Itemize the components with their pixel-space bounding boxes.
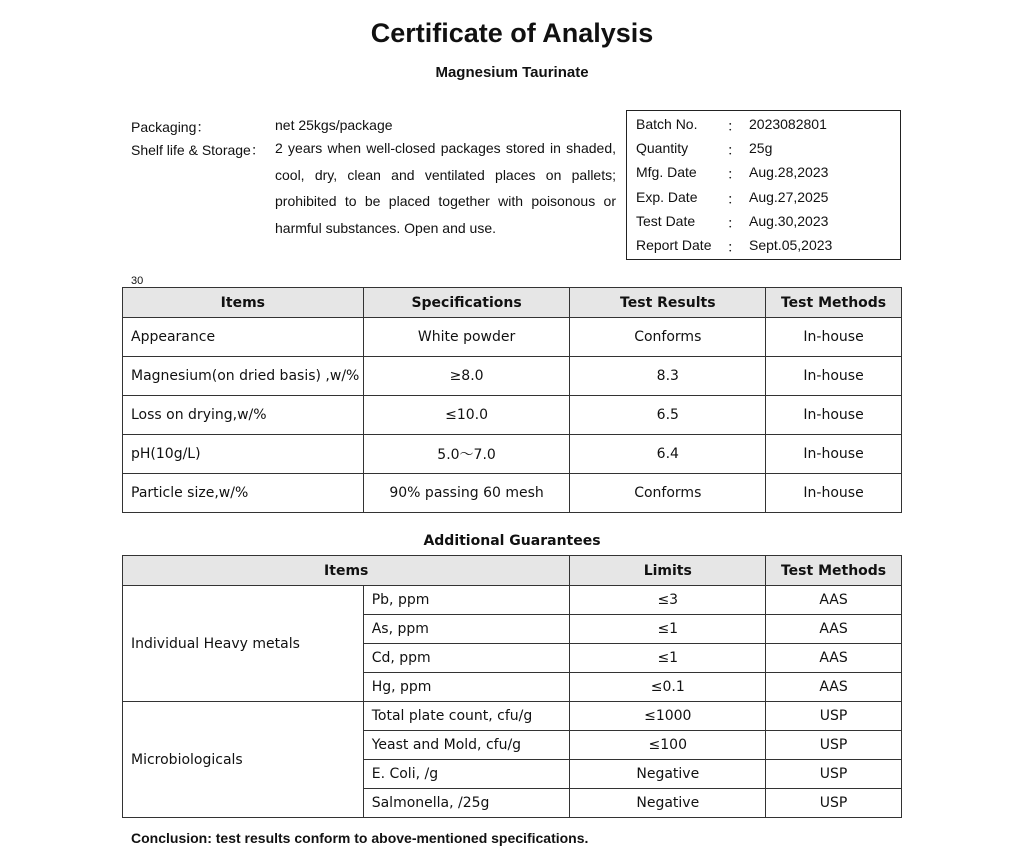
limit-cell: ≤1: [570, 644, 766, 673]
table-row: [123, 586, 902, 615]
item-cell: E. Coli, /g: [363, 760, 570, 789]
method-cell: USP: [766, 731, 902, 760]
table-header-row: [123, 288, 902, 318]
result-cell: 8.3: [570, 357, 766, 396]
table-header-row: [123, 556, 902, 586]
shelf-life-label: Shelf life & Storage：: [131, 142, 265, 158]
item-cell: Hg, ppm: [363, 673, 570, 702]
item-cell: Appearance: [123, 318, 364, 357]
limit-cell: ≤3: [570, 586, 766, 615]
table-row: [123, 396, 902, 435]
limit-cell: ≤1000: [570, 702, 766, 731]
batch-row: [627, 189, 900, 213]
method-cell: USP: [766, 789, 902, 818]
method-cell: USP: [766, 760, 902, 789]
limit-cell: ≤0.1: [570, 673, 766, 702]
method-cell: In-house: [766, 435, 902, 474]
document-title: Certificate of Analysis: [370, 18, 654, 48]
batch-key: Mfg. Date: [636, 164, 697, 180]
column-header: Test Results: [570, 288, 766, 318]
batch-value: Aug.28,2023: [749, 164, 829, 180]
batch-value: Aug.27,2025: [749, 189, 829, 205]
method-cell: USP: [766, 702, 902, 731]
method-cell: In-house: [766, 396, 902, 435]
column-header: Limits: [570, 556, 766, 586]
item-cell: Particle size,w/%: [123, 474, 364, 513]
batch-row: [627, 237, 900, 261]
batch-info-box: [626, 110, 901, 260]
table-row: [123, 357, 902, 396]
item-cell: Magnesium(on dried basis) ,w/%: [123, 357, 364, 396]
spec-cell: 5.0～7.0: [363, 435, 570, 474]
item-cell: Salmonella, /25g: [363, 789, 570, 818]
method-cell: AAS: [766, 586, 902, 615]
batch-colon: ：: [727, 191, 741, 207]
batch-key: Exp. Date: [636, 189, 698, 205]
item-cell: Total plate count, cfu/g: [363, 702, 570, 731]
limit-cell: ≤1: [570, 615, 766, 644]
spec-cell: White powder: [363, 318, 570, 357]
batch-key: Report Date: [636, 237, 712, 253]
packaging-label: Packaging：: [131, 119, 211, 135]
group-cell: Microbiologicals: [123, 702, 364, 818]
limit-cell: ≤100: [570, 731, 766, 760]
spec-cell: ≤10.0: [363, 396, 570, 435]
limit-cell: Negative: [570, 760, 766, 789]
batch-value: 25g: [749, 140, 773, 156]
additional-guarantees-title: Additional Guarantees: [423, 533, 601, 549]
batch-row: [627, 116, 900, 140]
batch-colon: ：: [727, 118, 741, 134]
batch-row: [627, 213, 900, 237]
result-cell: 6.5: [570, 396, 766, 435]
batch-value: 2023082801: [749, 116, 827, 132]
method-cell: AAS: [766, 615, 902, 644]
spec-cell: 90% passing 60 mesh: [363, 474, 570, 513]
batch-value: Aug.30,2023: [749, 213, 829, 229]
batch-key: Test Date: [636, 213, 696, 229]
column-header: Test Methods: [766, 556, 902, 586]
batch-colon: ：: [727, 166, 741, 182]
conclusion-text: Conclusion: test results conform to above-mentioned specifications.: [131, 830, 589, 846]
batch-row: [627, 140, 900, 164]
table-row: [123, 318, 902, 357]
batch-colon: ：: [727, 215, 741, 231]
spec-cell: ≥8.0: [363, 357, 570, 396]
batch-colon: ：: [727, 142, 741, 158]
column-header: Specifications: [363, 288, 570, 318]
group-cell: Individual Heavy metals: [123, 586, 364, 702]
item-cell: Yeast and Mold, cfu/g: [363, 731, 570, 760]
additional-guarantees-table: [122, 555, 902, 818]
result-cell: 6.4: [570, 435, 766, 474]
item-cell: As, ppm: [363, 615, 570, 644]
method-cell: In-house: [766, 474, 902, 513]
batch-key: Quantity: [636, 140, 689, 156]
item-cell: Cd, ppm: [363, 644, 570, 673]
item-cell: pH(10g/L): [123, 435, 364, 474]
method-cell: AAS: [766, 673, 902, 702]
item-cell: Pb, ppm: [363, 586, 570, 615]
limit-cell: Negative: [570, 789, 766, 818]
table-row: [123, 702, 902, 731]
method-cell: AAS: [766, 644, 902, 673]
batch-key: Batch No.: [636, 116, 698, 132]
method-cell: In-house: [766, 318, 902, 357]
batch-colon: ：: [727, 239, 741, 255]
test-results-table: [122, 287, 902, 513]
column-header: Test Methods: [766, 288, 902, 318]
page-note: 30: [131, 275, 144, 287]
method-cell: In-house: [766, 357, 902, 396]
result-cell: Conforms: [570, 318, 766, 357]
product-name: Magnesium Taurinate: [435, 64, 589, 81]
result-cell: Conforms: [570, 474, 766, 513]
batch-value: Sept.05,2023: [749, 237, 833, 253]
item-cell: Loss on drying,w/%: [123, 396, 364, 435]
batch-row: [627, 164, 900, 188]
packaging-value: net 25kgs/package: [275, 117, 393, 133]
table-row: [123, 435, 902, 474]
table-row: [123, 474, 902, 513]
column-header: Items: [123, 288, 364, 318]
shelf-life-value: 2 years when well-closed packages stored in shaded, cool, dry, clean and ventilated places on pallets; prohibited to be placed together with poisonous or harmful substances. Open and use.: [275, 140, 616, 236]
column-header: Items: [123, 556, 570, 586]
